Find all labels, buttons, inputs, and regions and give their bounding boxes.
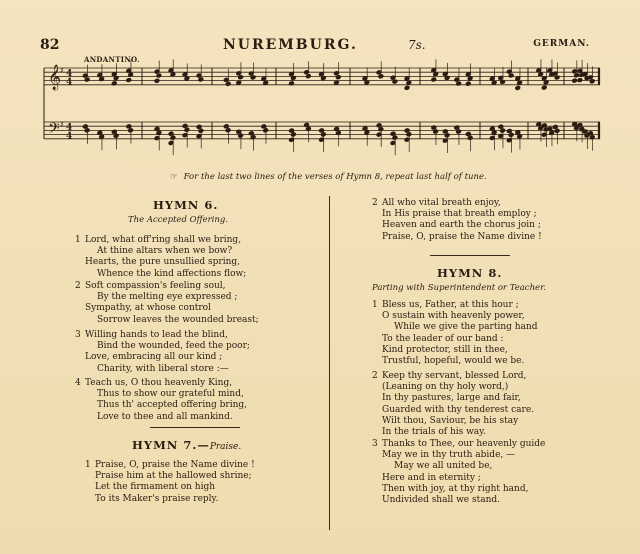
hymn-6-verse-1: 1 Lord, what off'ring shall we bring, At thine altars when we bow? Hearts, the pure unsullied spring, Whence the kind affections flow;	[75, 235, 247, 279]
tune-name: NUREMBURG.	[223, 37, 358, 53]
music-score	[44, 60, 600, 165]
hymn-8-verse-3: 3 Thanks to Thee, our heavenly guide May we in thy truth abide, — May we all united be, Here and in eternity ; Then with joy, at thy right hand, Undivided shall we stand.	[372, 439, 546, 505]
hymn-6-verse-2: 2 Soft compassion's feeling soul, By the melting eye expressed ; Sympathy, at whose control Sorrow leaves the wounded breast;	[75, 281, 259, 325]
svg-text:𝄢: 𝄢	[48, 120, 60, 141]
hymn-7-title: HYMN 7.—Praise.	[132, 438, 242, 452]
hymn-8-subtitle: Parting with Superintendent or Teacher.	[372, 283, 546, 293]
tempo-marking: ANDANTINO.	[84, 55, 140, 64]
svg-text:4: 4	[66, 131, 73, 142]
hymn-7-verse-1: 1 Praise, O, praise the Name divine ! Praise him at the hallowed shrine; Let the firmament on high To its Maker's praise reply.	[85, 460, 255, 504]
page-number: 82	[40, 37, 60, 53]
meter: 7s.	[408, 38, 426, 52]
hymn-7-subtitle: Praise.	[209, 442, 242, 452]
footnote-text: For the last two lines of the verses of Hymn 8, repeat last half of tune.	[183, 172, 487, 182]
svg-text:♯: ♯	[60, 120, 64, 129]
svg-text:4: 4	[66, 69, 73, 79]
hymn-6-verse-4: 4 Teach us, O thou heavenly King, Thus to show our grateful mind, Thus th' accepted offering bring, Love to thee and all mankind.	[75, 378, 248, 422]
hymn-8-verse-1: 1 Bless us, Father, at this hour ; O sustain with heavenly power, While we give the parting hand To the leader of our band : Kind protector, still in thee, Trustful, hopeful, would we be.	[372, 300, 538, 366]
footnote	[170, 172, 487, 182]
svg-text:4: 4	[66, 77, 73, 88]
section-rule	[150, 427, 240, 428]
svg-text:♯: ♯	[60, 66, 64, 75]
composer: GERMAN.	[533, 39, 590, 49]
hymn-6-title: HYMN 6.	[153, 198, 219, 212]
column-divider	[329, 196, 330, 530]
hymn-8-verse-2: 2 Keep thy servant, blessed Lord, (Leaning on thy holy word,) In thy pastures, large and fair, Guarded with thy tenderest care. Wilt thou, Saviour, be his stay In the trials of his way.	[372, 371, 535, 437]
svg-text:𝄞: 𝄞	[48, 65, 62, 90]
hymn-6-verse-3: 3 Willing hands to lead the blind, Bind the wounded, feed the poor; Love, embracing all our kind ; Charity, with liberal store :—	[75, 330, 250, 374]
svg-text:4: 4	[66, 123, 73, 133]
hymn-6-subtitle: The Accepted Offering.	[128, 215, 229, 225]
hymn-7-verse-2: 2 All who vital breath enjoy, In His praise that breath employ ; Heaven and earth the chorus join ; Praise, O, praise the Name divine !	[372, 198, 542, 242]
page-header	[40, 37, 600, 53]
section-rule	[430, 255, 510, 256]
hymn-8-title: HYMN 8.	[437, 266, 503, 280]
pointing-hand-icon: ☞	[170, 172, 178, 182]
